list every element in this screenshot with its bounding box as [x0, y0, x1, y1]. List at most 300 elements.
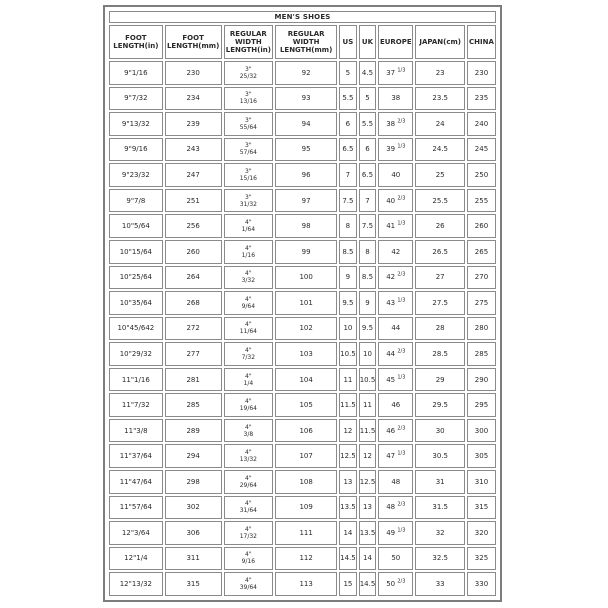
width-inches-whole: 4": [245, 270, 252, 278]
europe-size-cell: [378, 572, 413, 596]
foot-length-mm-cell: 243: [165, 138, 222, 162]
japan-size-cell: 23: [415, 61, 465, 85]
header-row: [109, 25, 496, 59]
width-inches-fraction: 13/32: [239, 456, 257, 464]
us-size-cell: 12.5: [339, 444, 357, 468]
europe-size-whole: 38: [391, 94, 401, 103]
europe-size-fraction: 1/3: [397, 450, 406, 457]
width-length-in-cell: [224, 291, 274, 315]
width-length-in-cell: [224, 240, 274, 264]
china-size-cell: 280: [467, 317, 496, 341]
foot-length-in-cell: 11"3/8: [109, 419, 163, 443]
table-row: [109, 496, 496, 520]
foot-length-mm-cell: 234: [165, 87, 222, 111]
europe-size-cell: [378, 240, 413, 264]
foot-length-mm-cell: 289: [165, 419, 222, 443]
europe-size-whole: 41: [386, 222, 396, 231]
table-row: [109, 342, 496, 366]
europe-size-fraction: 1/3: [397, 144, 406, 151]
uk-size-cell: 10: [359, 342, 377, 366]
europe-size-whole: 47: [386, 452, 396, 461]
width-inches-fraction: 31/32: [239, 200, 257, 208]
japan-size-cell: 29: [415, 368, 465, 392]
uk-size-cell: 11: [359, 393, 377, 417]
uk-size-cell: 11.5: [359, 419, 377, 443]
uk-size-cell: 4.5: [359, 61, 377, 85]
us-size-cell: 5.5: [339, 87, 357, 111]
width-inches-fraction: 1/16: [241, 251, 256, 259]
col-foot-in-header: FOOT LENGTH(in): [109, 25, 163, 59]
width-length-mm-cell: 97: [275, 189, 337, 213]
uk-size-cell: 14: [359, 547, 377, 571]
us-size-cell: 9.5: [339, 291, 357, 315]
china-size-cell: 270: [467, 266, 496, 290]
width-inches-whole: 4": [245, 346, 252, 354]
europe-size-fraction: 1/3: [397, 527, 406, 534]
foot-length-mm-cell: 268: [165, 291, 222, 315]
table-row: [109, 393, 496, 417]
us-size-cell: 8.5: [339, 240, 357, 264]
uk-size-cell: 8.5: [359, 266, 377, 290]
foot-length-in-cell: 9"9/16: [109, 138, 163, 162]
width-inches-whole: 4": [245, 398, 252, 406]
us-size-cell: 6: [339, 112, 357, 136]
width-length-mm-cell: 92: [275, 61, 337, 85]
europe-size-fraction: 1/3: [397, 220, 406, 227]
japan-size-cell: 27.5: [415, 291, 465, 315]
table-row: [109, 572, 496, 596]
width-inches-whole: 3": [245, 65, 252, 73]
width-inches-whole: 3": [245, 142, 252, 150]
europe-size-whole: 49: [386, 528, 396, 537]
width-length-in-cell: [224, 61, 274, 85]
width-length-mm-cell: 113: [275, 572, 337, 596]
width-inches-fraction: 11/64: [239, 328, 257, 336]
china-size-cell: 290: [467, 368, 496, 392]
width-length-mm-cell: 103: [275, 342, 337, 366]
europe-size-cell: [378, 368, 413, 392]
europe-size-cell: [378, 112, 413, 136]
foot-length-in-cell: 10"29/32: [109, 342, 163, 366]
width-length-in-cell: [224, 189, 274, 213]
europe-size-cell: [378, 189, 413, 213]
europe-size-fraction: 2/3: [397, 578, 406, 585]
width-inches-whole: 4": [245, 449, 252, 457]
uk-size-cell: 7.5: [359, 214, 377, 238]
width-length-mm-cell: 99: [275, 240, 337, 264]
uk-size-cell: 13: [359, 496, 377, 520]
uk-size-cell: 6.5: [359, 163, 377, 187]
foot-length-mm-cell: 306: [165, 521, 222, 545]
foot-length-in-cell: 9"23/32: [109, 163, 163, 187]
table-row: [109, 317, 496, 341]
japan-size-cell: 25: [415, 163, 465, 187]
width-length-in-cell: [224, 138, 274, 162]
china-size-cell: 255: [467, 189, 496, 213]
europe-size-fraction: 2/3: [397, 502, 406, 509]
europe-size-whole: 42: [391, 247, 401, 256]
foot-length-in-cell: 12"3/64: [109, 521, 163, 545]
width-length-in-cell: [224, 368, 274, 392]
china-size-cell: 265: [467, 240, 496, 264]
uk-size-cell: 13.5: [359, 521, 377, 545]
europe-size-whole: 40: [391, 171, 401, 180]
uk-size-cell: 6: [359, 138, 377, 162]
foot-length-mm-cell: 247: [165, 163, 222, 187]
width-inches-fraction: 15/16: [239, 175, 257, 183]
width-length-mm-cell: 93: [275, 87, 337, 111]
japan-size-cell: 32.5: [415, 547, 465, 571]
width-length-in-cell: [224, 87, 274, 111]
width-inches-whole: 4": [245, 500, 252, 508]
japan-size-cell: 24.5: [415, 138, 465, 162]
europe-size-fraction: 2/3: [397, 271, 406, 278]
foot-length-in-cell: 9"1/16: [109, 61, 163, 85]
europe-size-cell: [378, 87, 413, 111]
col-width-mm-header: REGULAR WIDTH LENGTH(mm): [275, 25, 337, 59]
width-inches-fraction: 25/32: [239, 72, 257, 80]
size-chart: [103, 5, 502, 602]
foot-length-in-cell: 11"1/16: [109, 368, 163, 392]
width-inches-whole: 3": [245, 193, 252, 201]
uk-size-cell: 7: [359, 189, 377, 213]
foot-length-mm-cell: 251: [165, 189, 222, 213]
col-us-header: US: [339, 25, 357, 59]
width-length-in-cell: [224, 521, 274, 545]
width-inches-whole: 4": [245, 244, 252, 252]
europe-size-fraction: 2/3: [397, 118, 406, 125]
us-size-cell: 7.5: [339, 189, 357, 213]
china-size-cell: 310: [467, 470, 496, 494]
width-inches-whole: 3": [245, 91, 252, 99]
europe-size-cell: [378, 138, 413, 162]
europe-size-cell: [378, 470, 413, 494]
col-china-header: CHINA: [467, 25, 496, 59]
us-size-cell: 13.5: [339, 496, 357, 520]
width-length-mm-cell: 111: [275, 521, 337, 545]
foot-length-in-cell: 11"47/64: [109, 470, 163, 494]
width-inches-whole: 4": [245, 372, 252, 380]
foot-length-mm-cell: 294: [165, 444, 222, 468]
japan-size-cell: 25.5: [415, 189, 465, 213]
europe-size-whole: 45: [386, 375, 396, 384]
uk-size-cell: 10.5: [359, 368, 377, 392]
width-length-in-cell: [224, 342, 274, 366]
width-length-in-cell: [224, 393, 274, 417]
table-row: [109, 419, 496, 443]
foot-length-mm-cell: 239: [165, 112, 222, 136]
foot-length-mm-cell: 315: [165, 572, 222, 596]
us-size-cell: 14.5: [339, 547, 357, 571]
table-row: [109, 470, 496, 494]
table-title: MEN'S SHOES: [109, 11, 496, 23]
us-size-cell: 13: [339, 470, 357, 494]
uk-size-cell: 5: [359, 87, 377, 111]
width-inches-fraction: 19/64: [239, 405, 257, 413]
table-row: [109, 87, 496, 111]
europe-size-cell: [378, 61, 413, 85]
width-inches-fraction: 7/32: [241, 353, 256, 361]
foot-length-mm-cell: 311: [165, 547, 222, 571]
width-inches-fraction: 17/32: [239, 532, 257, 540]
europe-size-cell: [378, 547, 413, 571]
width-inches-whole: 3": [245, 168, 252, 176]
foot-length-mm-cell: 298: [165, 470, 222, 494]
foot-length-in-cell: 11"7/32: [109, 393, 163, 417]
width-length-in-cell: [224, 496, 274, 520]
width-inches-fraction: 9/64: [241, 302, 256, 310]
europe-size-whole: 46: [391, 401, 401, 410]
width-length-in-cell: [224, 112, 274, 136]
japan-size-cell: 24: [415, 112, 465, 136]
china-size-cell: 260: [467, 214, 496, 238]
japan-size-cell: 28: [415, 317, 465, 341]
europe-size-cell: [378, 163, 413, 187]
table-row: [109, 521, 496, 545]
us-size-cell: 5: [339, 61, 357, 85]
us-size-cell: 11: [339, 368, 357, 392]
europe-size-whole: 37: [386, 68, 396, 77]
width-inches-fraction: 39/64: [239, 584, 257, 592]
europe-size-cell: [378, 521, 413, 545]
foot-length-mm-cell: 272: [165, 317, 222, 341]
uk-size-cell: 12: [359, 444, 377, 468]
col-uk-header: UK: [359, 25, 377, 59]
width-length-in-cell: [224, 266, 274, 290]
foot-length-mm-cell: 285: [165, 393, 222, 417]
us-size-cell: 6.5: [339, 138, 357, 162]
foot-length-in-cell: 10"5/64: [109, 214, 163, 238]
uk-size-cell: 9.5: [359, 317, 377, 341]
europe-size-fraction: 2/3: [397, 195, 406, 202]
uk-size-cell: 14.5: [359, 572, 377, 596]
width-length-in-cell: [224, 317, 274, 341]
us-size-cell: 11.5: [339, 393, 357, 417]
foot-length-in-cell: 11"57/64: [109, 496, 163, 520]
width-length-in-cell: [224, 444, 274, 468]
width-length-mm-cell: 98: [275, 214, 337, 238]
us-size-cell: 10: [339, 317, 357, 341]
width-length-mm-cell: 100: [275, 266, 337, 290]
width-inches-fraction: 29/64: [239, 481, 257, 489]
foot-length-mm-cell: 230: [165, 61, 222, 85]
uk-size-cell: 12.5: [359, 470, 377, 494]
foot-length-in-cell: 9"13/32: [109, 112, 163, 136]
width-inches-fraction: 13/16: [239, 98, 257, 106]
width-length-mm-cell: 108: [275, 470, 337, 494]
table-row: [109, 112, 496, 136]
europe-size-whole: 39: [386, 145, 396, 154]
us-size-cell: 10.5: [339, 342, 357, 366]
width-length-mm-cell: 104: [275, 368, 337, 392]
width-length-mm-cell: 109: [275, 496, 337, 520]
europe-size-whole: 44: [391, 324, 401, 333]
europe-size-whole: 38: [386, 119, 396, 128]
width-length-mm-cell: 94: [275, 112, 337, 136]
japan-size-cell: 31.5: [415, 496, 465, 520]
europe-size-whole: 48: [391, 477, 401, 486]
table-row: [109, 291, 496, 315]
europe-size-fraction: 2/3: [397, 425, 406, 432]
uk-size-cell: 8: [359, 240, 377, 264]
width-inches-whole: 3": [245, 116, 252, 124]
europe-size-whole: 50: [391, 554, 401, 563]
foot-length-mm-cell: 302: [165, 496, 222, 520]
width-length-in-cell: [224, 572, 274, 596]
foot-length-in-cell: 12"1/4: [109, 547, 163, 571]
europe-size-cell: [378, 317, 413, 341]
japan-size-cell: 23.5: [415, 87, 465, 111]
foot-length-mm-cell: 256: [165, 214, 222, 238]
table-body: [109, 61, 496, 596]
europe-size-cell: [378, 214, 413, 238]
width-inches-fraction: 3/32: [241, 277, 256, 285]
width-inches-whole: 4": [245, 551, 252, 559]
size-table: [107, 9, 498, 598]
width-length-mm-cell: 96: [275, 163, 337, 187]
foot-length-in-cell: 10"45/642: [109, 317, 163, 341]
col-width-in-header: REGULAR WIDTH LENGTH(in): [224, 25, 274, 59]
table-row: [109, 61, 496, 85]
table-row: [109, 163, 496, 187]
europe-size-cell: [378, 393, 413, 417]
foot-length-in-cell: 9"7/8: [109, 189, 163, 213]
width-inches-fraction: 57/64: [239, 149, 257, 157]
us-size-cell: 9: [339, 266, 357, 290]
europe-size-whole: 43: [386, 298, 396, 307]
width-length-in-cell: [224, 547, 274, 571]
china-size-cell: 235: [467, 87, 496, 111]
col-europe-header: EUROPE: [378, 25, 413, 59]
width-inches-whole: 4": [245, 295, 252, 303]
foot-length-in-cell: 11"37/64: [109, 444, 163, 468]
foot-length-mm-cell: 260: [165, 240, 222, 264]
width-inches-fraction: 31/64: [239, 507, 257, 515]
foot-length-in-cell: 10"35/64: [109, 291, 163, 315]
japan-size-cell: 26: [415, 214, 465, 238]
europe-size-whole: 44: [386, 349, 396, 358]
width-inches-fraction: 55/64: [239, 123, 257, 131]
table-row: [109, 266, 496, 290]
table-row: [109, 547, 496, 571]
japan-size-cell: 27: [415, 266, 465, 290]
foot-length-in-cell: 9"7/32: [109, 87, 163, 111]
width-length-in-cell: [224, 470, 274, 494]
table-row: [109, 138, 496, 162]
japan-size-cell: 33: [415, 572, 465, 596]
us-size-cell: 8: [339, 214, 357, 238]
china-size-cell: 285: [467, 342, 496, 366]
foot-length-mm-cell: 264: [165, 266, 222, 290]
width-inches-whole: 4": [245, 525, 252, 533]
china-size-cell: 295: [467, 393, 496, 417]
china-size-cell: 250: [467, 163, 496, 187]
width-length-mm-cell: 101: [275, 291, 337, 315]
width-length-mm-cell: 95: [275, 138, 337, 162]
uk-size-cell: 5.5: [359, 112, 377, 136]
japan-size-cell: 26.5: [415, 240, 465, 264]
china-size-cell: 245: [467, 138, 496, 162]
europe-size-cell: [378, 496, 413, 520]
width-length-mm-cell: 112: [275, 547, 337, 571]
japan-size-cell: 28.5: [415, 342, 465, 366]
width-inches-whole: 4": [245, 423, 252, 431]
foot-length-mm-cell: 281: [165, 368, 222, 392]
japan-size-cell: 30: [415, 419, 465, 443]
col-japan-header: JAPAN(cm): [415, 25, 465, 59]
europe-size-whole: 46: [386, 426, 396, 435]
width-inches-whole: 4": [245, 474, 252, 482]
japan-size-cell: 31: [415, 470, 465, 494]
europe-size-cell: [378, 266, 413, 290]
china-size-cell: 240: [467, 112, 496, 136]
china-size-cell: 305: [467, 444, 496, 468]
width-length-mm-cell: 106: [275, 419, 337, 443]
foot-length-in-cell: 12"13/32: [109, 572, 163, 596]
table-row: [109, 444, 496, 468]
width-inches-whole: 4": [245, 219, 252, 227]
europe-size-whole: 42: [386, 273, 396, 282]
us-size-cell: 7: [339, 163, 357, 187]
width-length-in-cell: [224, 419, 274, 443]
foot-length-in-cell: 10"25/64: [109, 266, 163, 290]
europe-size-whole: 40: [386, 196, 396, 205]
europe-size-fraction: 1/3: [397, 67, 406, 74]
width-length-in-cell: [224, 163, 274, 187]
europe-size-fraction: 1/3: [397, 374, 406, 381]
china-size-cell: 275: [467, 291, 496, 315]
width-length-mm-cell: 107: [275, 444, 337, 468]
europe-size-cell: [378, 444, 413, 468]
width-length-in-cell: [224, 214, 274, 238]
width-inches-fraction: 1/64: [241, 226, 256, 234]
europe-size-fraction: 1/3: [397, 297, 406, 304]
china-size-cell: 330: [467, 572, 496, 596]
europe-size-cell: [378, 291, 413, 315]
europe-size-whole: 48: [386, 503, 396, 512]
europe-size-whole: 50: [386, 580, 396, 589]
width-length-mm-cell: 105: [275, 393, 337, 417]
table-row: [109, 240, 496, 264]
col-foot-mm-header: FOOT LENGTH(mm): [165, 25, 222, 59]
japan-size-cell: 29.5: [415, 393, 465, 417]
table-row: [109, 368, 496, 392]
china-size-cell: 325: [467, 547, 496, 571]
china-size-cell: 300: [467, 419, 496, 443]
uk-size-cell: 9: [359, 291, 377, 315]
japan-size-cell: 32: [415, 521, 465, 545]
europe-size-cell: [378, 419, 413, 443]
china-size-cell: 230: [467, 61, 496, 85]
table-row: [109, 214, 496, 238]
width-inches-whole: 4": [245, 321, 252, 329]
us-size-cell: 14: [339, 521, 357, 545]
japan-size-cell: 30.5: [415, 444, 465, 468]
table-row: [109, 189, 496, 213]
width-inches-whole: 4": [245, 577, 252, 585]
width-inches-fraction: 9/16: [241, 558, 256, 566]
china-size-cell: 320: [467, 521, 496, 545]
europe-size-cell: [378, 342, 413, 366]
width-inches-fraction: 3/8: [243, 430, 254, 438]
us-size-cell: 15: [339, 572, 357, 596]
foot-length-mm-cell: 277: [165, 342, 222, 366]
width-inches-fraction: 1/4: [243, 379, 254, 387]
width-length-mm-cell: 102: [275, 317, 337, 341]
foot-length-in-cell: 10"15/64: [109, 240, 163, 264]
us-size-cell: 12: [339, 419, 357, 443]
europe-size-fraction: 2/3: [397, 348, 406, 355]
